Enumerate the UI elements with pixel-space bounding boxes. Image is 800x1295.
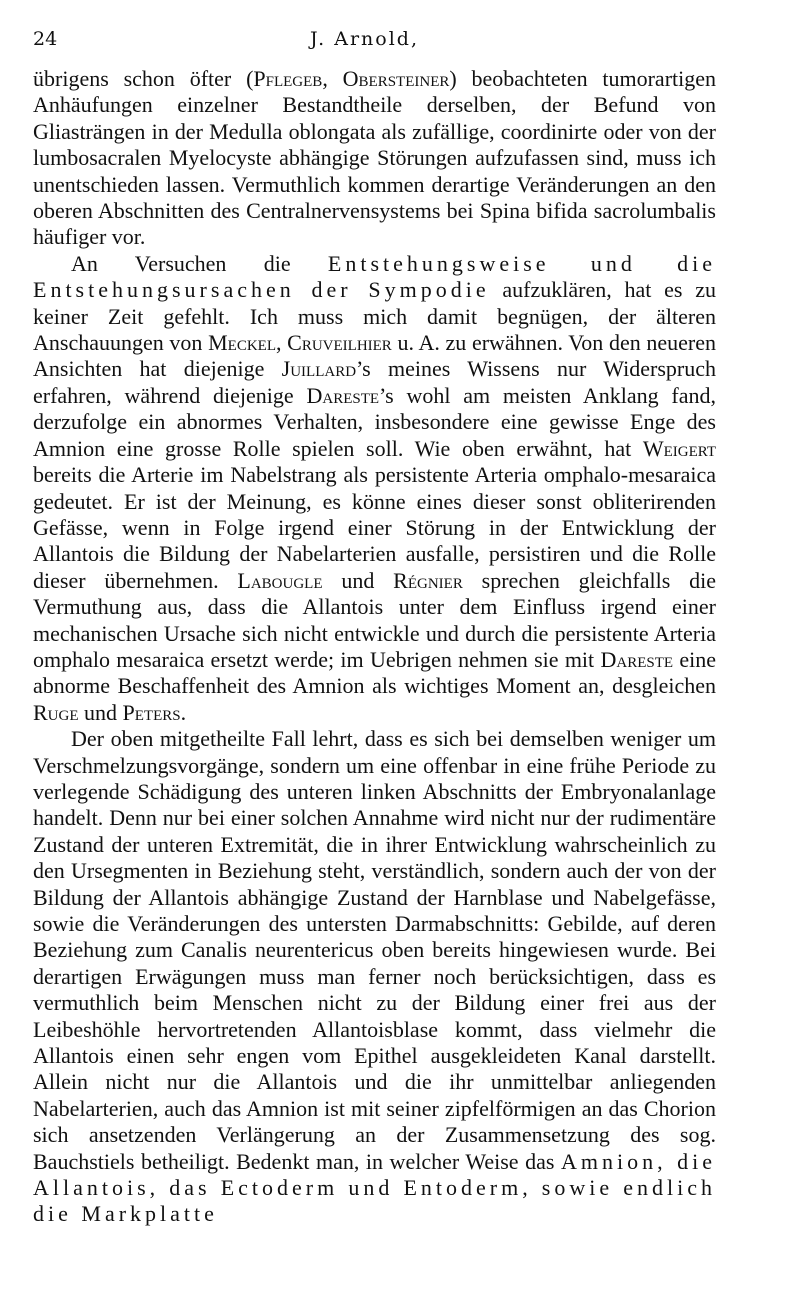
text-run: übrigens schon öfter (	[33, 66, 254, 91]
author-name: Dareste	[306, 382, 380, 408]
text-run: und	[322, 567, 394, 593]
author-name: Labougle	[237, 567, 323, 593]
author-name: Pflegeb	[253, 66, 323, 91]
text-run: An Versuchen die	[71, 250, 328, 276]
author-name: Régnier	[393, 567, 463, 593]
text-run: ) beobachteten tumorartigen Anhäufungen einzelner Bestandtheile derselben, der Befund von Gliasträngen in der Medulla oblongata als zufällige, coordinirte oder von der lumbosacralen Myelocyste abhängige Störungen aufzufassen sind, muss ich unentschieden lassen. Vermuthlich kommen derartige Veränderungen an den oberen Abschnitten des Centralnervensystems bei Spina bifida sacrolumbalis häufiger vor.	[33, 66, 717, 250]
page-number: 24	[33, 28, 58, 50]
author-name: Cruveilhier	[287, 330, 392, 356]
text-run: .	[180, 699, 187, 725]
spaced-emphasis: Entstehungsweise und die Entstehungsursachen der Sympodie	[33, 250, 716, 303]
text-run: ,	[322, 66, 343, 91]
text-run: ’s wohl am meisten Anklang fand, derzufolge ein abnormes Verhalten, insbesondere eine gewisse Enge des Amnion eine grosse Rolle spielen soll. Wie oben erwähnt, hat	[33, 382, 716, 461]
spaced-emphasis: Amnion, die Allantois, das Ectoderm und Entoderm, sowie endlich die Markplatte	[33, 1148, 716, 1227]
text-run: u. A. zu erwähnen. Von den neueren Ansichten hat diejenige	[33, 330, 716, 382]
author-name: Ruge	[33, 699, 79, 725]
running-head: J. Arnold,	[310, 28, 419, 50]
text-run: bereits die Arterie im Nabelstrang als persistente Arteria omphalo-mesaraica gedeutet. Er ist der Meinung, es könne eines dieser sonst obliterirenden Gefässe, wenn in Folge irgend einer Störung in der Entwicklung der Allantois die Bildung der Nabelarterien ausfalle, persistiren und die Rolle dieser übernehmen.	[33, 462, 716, 593]
page-header	[33, 28, 760, 56]
text-run: ’s meines Wissens nur Widerspruch erfahren, während diejenige	[33, 356, 716, 408]
author-name: Peters	[122, 699, 181, 725]
paragraph	[33, 251, 716, 726]
text-run: eine abnorme Beschaffenheit des Amnion als wichtiges Moment an, desgleichen	[33, 646, 716, 699]
text-run: und	[78, 699, 123, 725]
text-run: aufzuklären, hat es zu keiner Zeit gefehlt. Ich muss mich damit begnügen, der älteren Anschauungen von	[33, 277, 716, 356]
text-run: ,	[275, 330, 288, 356]
author-name: Weigert	[642, 435, 716, 461]
paragraph	[33, 66, 716, 251]
author-name: Dareste	[600, 646, 674, 672]
author-name: Meckel	[208, 330, 276, 356]
body-text	[33, 66, 716, 1228]
author-name: Obersteiner	[342, 66, 450, 91]
text-run: sprechen gleichfalls die Vermuthung aus, dass die Allantois unter dem Einfluss irgend einer mechanischen Ursache sich nicht entwickle und durch die persistente Arteria omphalo mesaraica ersetzt werde; im Uebrigen nehmen sie mit	[33, 567, 716, 672]
text-run: Der oben mitgetheilte Fall lehrt, dass es sich bei demselben weniger um Verschmelzungsvorgänge, sondern um eine offenbar in eine frühe Periode zu verlegende Schädigung des unteren linken Abschnitts der Embryonalanlage handelt. Denn nur bei einer solchen Annahme wird nicht nur der rudimentäre Zustand der unteren Extremität, die in ihrer Entwicklung wahrscheinlich zu den Ursegmenten in Beziehung steht, verständlich, sondern auch der von der Bildung der Allantois abhängige Zustand der Harnblase und Nabelgefässe, sowie die Veränderungen des untersten Darmabschnitts: Gebilde, auf deren Beziehung zum Canalis neurentericus oben bereits hingewiesen wurde. Bei derartigen Erwägungen muss man ferner noch berücksichtigen, dass es vermuthlich beim Menschen nicht zu der Bildung einer frei aus der Leibeshöhle hervortretenden Allantoisblase kommt, dass vielmehr die Allantois einen sehr engen vom Epithel ausgekleideten Kanal darstellt. Allein nicht nur die Allantois und die ihr unmittelbar anliegenden Nabelarterien, auch das Amnion ist mit seiner zipfelförmigen an das Chorion sich ansetzenden Verlängerung an der Zusammensetzung des sog. Bauchstiels betheiligt. Bedenkt man, in welcher Weise das	[33, 726, 716, 1174]
paragraph	[33, 726, 716, 1228]
author-name: Juillard	[281, 356, 357, 382]
